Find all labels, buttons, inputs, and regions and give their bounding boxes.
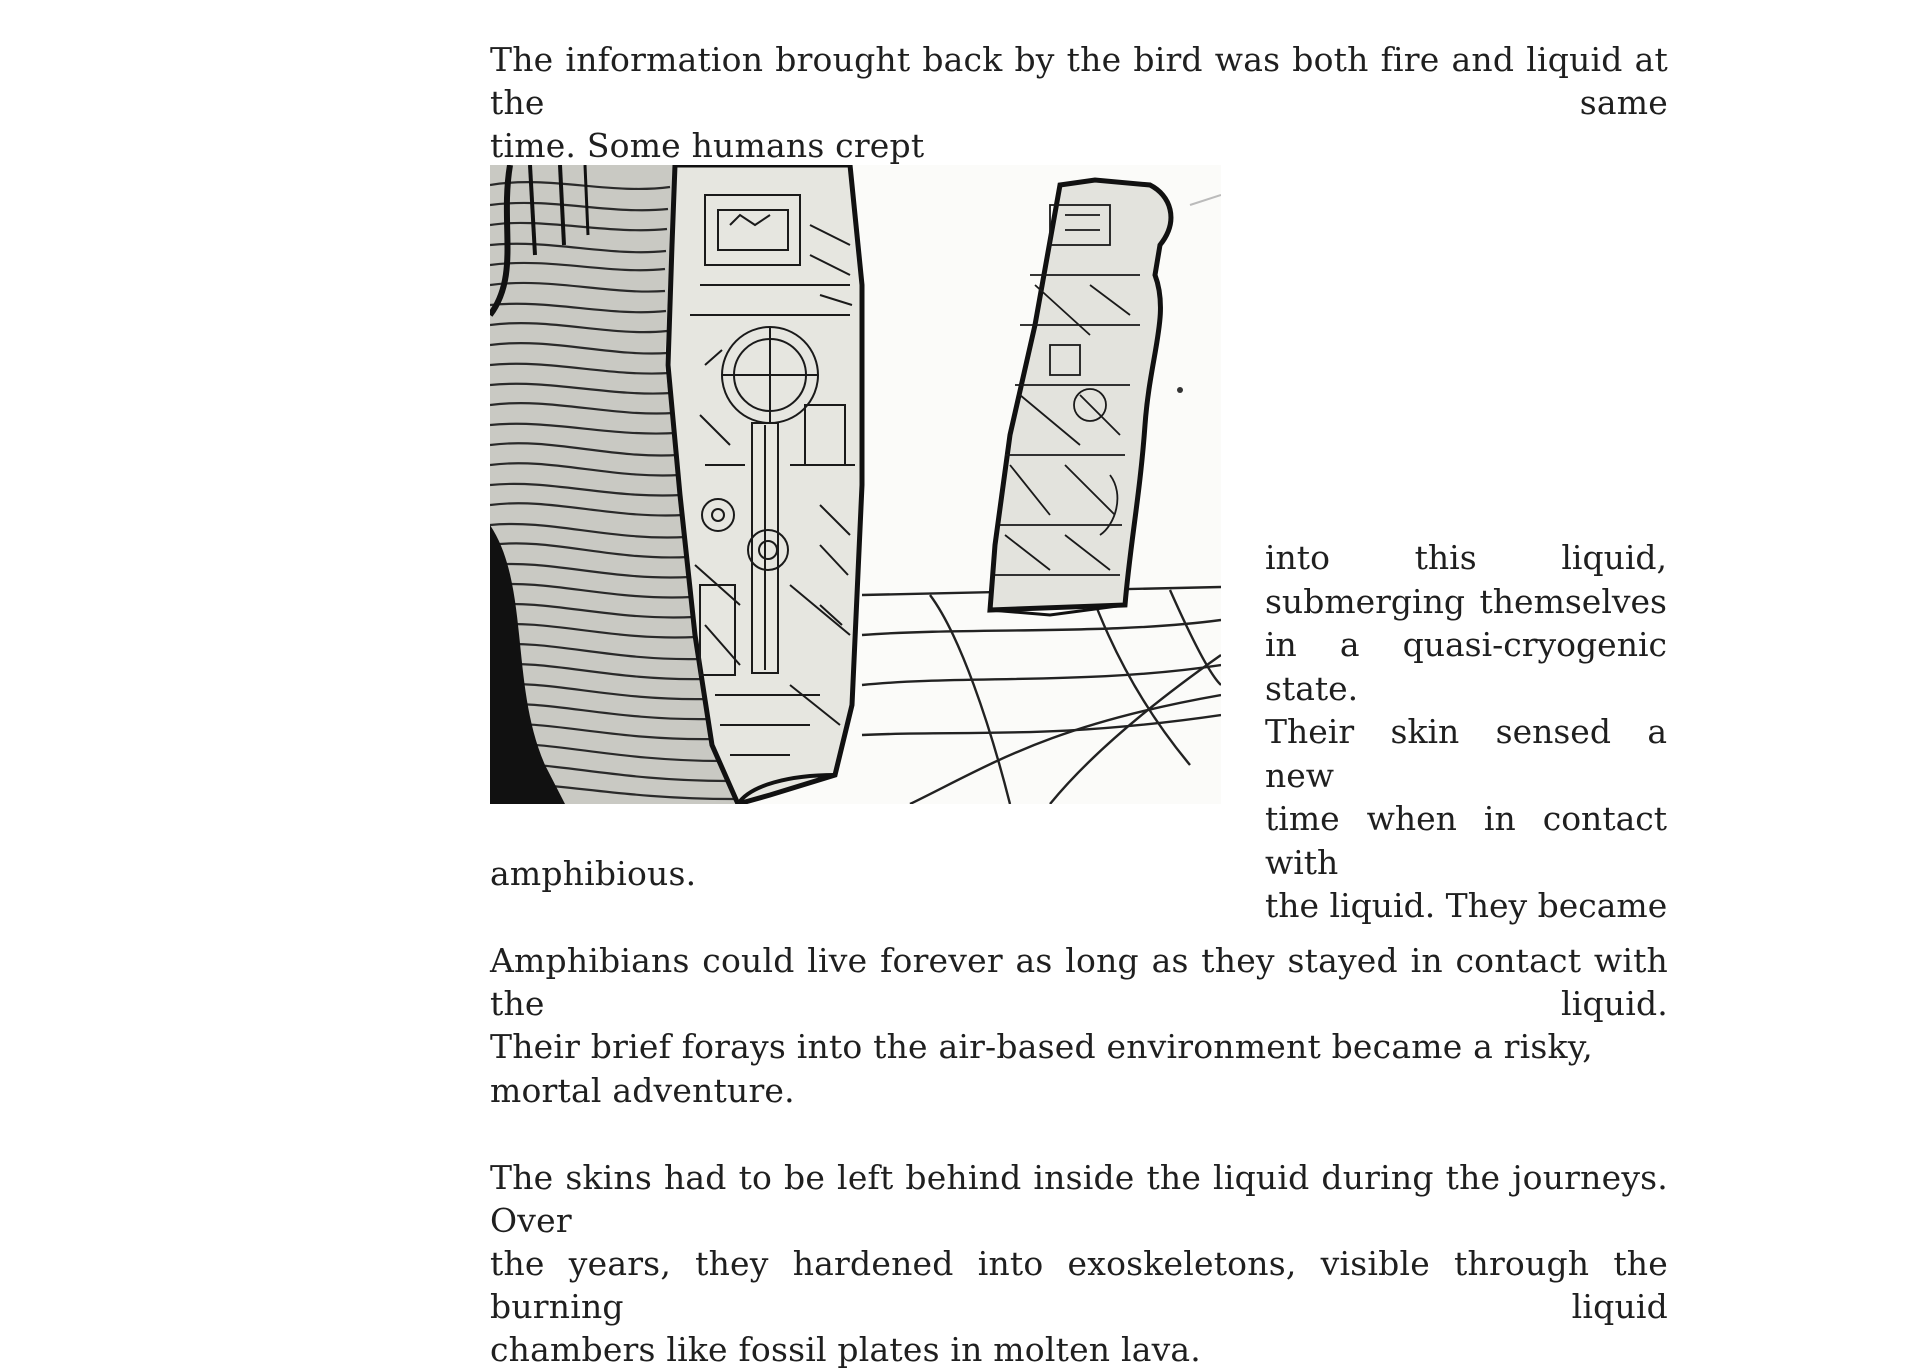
paragraph-3-line-2: the years, they hardened into exoskeletons, visible through the burning liquid [490, 1244, 1668, 1326]
intro-line-2: time. Some humans crept [490, 126, 925, 165]
paragraph-3 [490, 1156, 1668, 1371]
side-line-2: submerging themselves [1265, 581, 1667, 621]
amphibious-text: amphibious. [490, 854, 697, 893]
intro-paragraph [490, 38, 1668, 167]
ink-drawing-illustration-icon [490, 165, 1221, 804]
side-line-3: in a quasi-cryogenic state. [1265, 625, 1667, 708]
paragraph-2 [490, 939, 1668, 1068]
intro-line-1: The information brought back by the bird was both fire and liquid at the same [490, 40, 1668, 122]
paragraph-3-line-1: The skins had to be left behind inside the liquid during the journeys. Over [490, 1158, 1668, 1240]
side-line-6: the liquid. They became [1265, 886, 1668, 925]
mortal-line [490, 1069, 1668, 1112]
side-line-4: Their skin sensed a new [1265, 712, 1667, 795]
paragraph-2-line-2: Their brief forays into the air-based environment became a risky, [490, 1027, 1593, 1066]
side-line-1: into this liquid, [1265, 538, 1667, 577]
mortal-text: mortal adventure. [490, 1071, 795, 1110]
amphibious-line [490, 852, 1668, 895]
side-line-5: time when in contact with [1265, 799, 1667, 882]
paragraph-3-line-3: chambers like fossil plates in molten lava. [490, 1330, 1201, 1369]
ink-drawing-figure [490, 165, 1221, 804]
paragraph-2-line-1: Amphibians could live forever as long as they stayed in contact with the liquid. [490, 941, 1668, 1023]
